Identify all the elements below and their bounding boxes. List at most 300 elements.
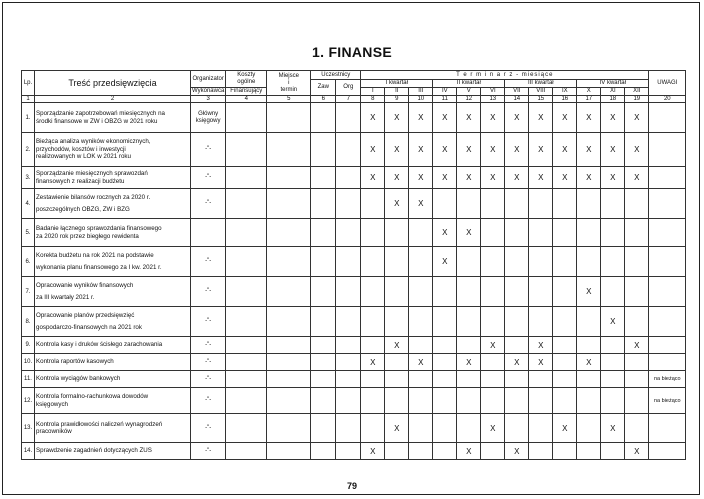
row-task-line: Kontrola kasy i druków ścisłego zarachowania	[36, 341, 163, 349]
month-cell-I	[361, 103, 385, 133]
row-task-line: poszczególnych OBZG, ZW i BZG	[36, 206, 130, 213]
month-cell-XI	[601, 133, 625, 167]
month-mark: X	[562, 113, 568, 122]
row-lp: 2.	[22, 133, 35, 167]
row-task	[35, 133, 191, 167]
table-row	[22, 443, 686, 460]
header-quarter-4: IV kwartał	[577, 80, 649, 88]
column-number: 9	[385, 96, 409, 103]
row-uwagi	[649, 103, 686, 133]
month-cell-III	[409, 371, 433, 388]
month-cell-XII	[625, 388, 649, 414]
month-cell-XII	[625, 219, 649, 247]
month-mark: X	[610, 317, 616, 326]
table-row	[22, 189, 686, 219]
month-cell-XI	[601, 189, 625, 219]
month-cell-III	[409, 189, 433, 219]
column-number: 16	[553, 96, 577, 103]
table-row	[22, 277, 686, 307]
month-cell-V	[457, 167, 481, 189]
row-lp: 9.	[22, 337, 35, 354]
month-cell-II	[385, 247, 409, 277]
month-mark: X	[370, 145, 376, 154]
month-mark: X	[634, 145, 640, 154]
row-organizator-line: -"-	[205, 397, 212, 403]
row-task-line: przychodów, kosztów i inwestycji	[36, 145, 126, 153]
row-task	[35, 337, 191, 354]
row-lp: 6.	[22, 247, 35, 277]
month-cell-XI	[601, 443, 625, 460]
month-cell-XII	[625, 277, 649, 307]
row-organizator	[191, 414, 226, 443]
row-task-line: księgowych	[36, 400, 68, 408]
month-mark: X	[466, 357, 472, 367]
row-lp: 12.	[22, 388, 35, 414]
month-cell-VI	[481, 337, 505, 354]
month-mark: X	[586, 145, 592, 154]
row-task	[35, 103, 191, 133]
row-task	[35, 414, 191, 443]
row-organizator	[191, 337, 226, 354]
month-cell-II	[385, 414, 409, 443]
row-uwagi: na bieżąco	[649, 388, 686, 414]
row-org	[336, 371, 361, 388]
month-cell-XII	[625, 414, 649, 443]
month-cell-VIII	[529, 247, 553, 277]
row-organizator-line: -"-	[205, 258, 212, 264]
column-number: 15	[529, 96, 553, 103]
month-mark: X	[418, 113, 424, 122]
row-lp: 1.	[22, 103, 35, 133]
month-mark: X	[514, 145, 520, 154]
month-cell-XI	[601, 167, 625, 189]
month-cell-VII	[505, 414, 529, 443]
month-cell-VIII	[529, 307, 553, 337]
row-uwagi	[649, 307, 686, 337]
row-organizator-line: -"-	[205, 375, 212, 382]
row-miejsce	[267, 167, 311, 189]
header-koszty-line2: ogólne	[237, 79, 256, 85]
month-cell-II	[385, 277, 409, 307]
month-mark: X	[538, 173, 544, 182]
column-number: 17	[577, 96, 601, 103]
header-month-5: V	[457, 88, 481, 96]
header-month-4: IV	[433, 88, 457, 96]
month-cell-III	[409, 354, 433, 371]
month-mark: X	[634, 173, 640, 182]
row-task	[35, 354, 191, 371]
header-quarter-1: I kwartał	[361, 80, 433, 88]
row-koszty	[226, 247, 267, 277]
row-miejsce	[267, 354, 311, 371]
row-koszty	[226, 337, 267, 354]
month-cell-IX	[553, 103, 577, 133]
row-org	[336, 337, 361, 354]
month-cell-X	[577, 414, 601, 443]
month-mark: X	[394, 145, 400, 154]
row-lp: 3.	[22, 167, 35, 189]
month-cell-VI	[481, 277, 505, 307]
row-lp: 10.	[22, 354, 35, 371]
table-row	[22, 337, 686, 354]
month-mark: X	[562, 173, 568, 182]
month-mark: X	[466, 446, 472, 456]
row-miejsce	[267, 219, 311, 247]
month-mark: X	[418, 173, 424, 182]
month-cell-V	[457, 277, 481, 307]
month-cell-IX	[553, 371, 577, 388]
row-koszty	[226, 371, 267, 388]
month-cell-IX	[553, 388, 577, 414]
month-mark: X	[370, 173, 376, 182]
month-cell-IV	[433, 337, 457, 354]
month-cell-V	[457, 103, 481, 133]
column-number: 14	[505, 96, 529, 103]
row-task-line: Bieżąca analiza wyników ekonomicznych,	[36, 138, 151, 146]
month-mark: X	[442, 257, 448, 266]
row-task-line: Opracowanie wyników finansowych	[36, 281, 134, 289]
row-task	[35, 388, 191, 414]
row-org	[336, 103, 361, 133]
row-koszty	[226, 414, 267, 443]
month-cell-XII	[625, 189, 649, 219]
row-lp: 14.	[22, 443, 35, 460]
month-cell-X	[577, 133, 601, 167]
row-organizator	[191, 247, 226, 277]
row-task-line: Kontrola formalno-rachunkowa dowodów	[36, 393, 149, 400]
month-mark: X	[514, 357, 520, 367]
column-number-row	[22, 96, 686, 103]
table-row	[22, 307, 686, 337]
header-month-3: III	[409, 88, 433, 96]
header-org: Org	[336, 80, 361, 96]
row-task-line: Kontrola wyciągów bankowych	[36, 375, 121, 383]
month-cell-V	[457, 443, 481, 460]
month-cell-IV	[433, 103, 457, 133]
month-mark: X	[538, 357, 544, 367]
row-organizator	[191, 388, 226, 414]
month-mark: X	[394, 113, 400, 122]
month-cell-I	[361, 307, 385, 337]
month-mark: X	[634, 446, 640, 456]
header-koszty	[226, 71, 267, 88]
month-cell-III	[409, 414, 433, 443]
row-organizator	[191, 189, 226, 219]
month-cell-VI	[481, 388, 505, 414]
month-cell-IV	[433, 167, 457, 189]
month-cell-IX	[553, 277, 577, 307]
header-month-9: IX	[553, 88, 577, 96]
month-mark: X	[418, 145, 424, 154]
month-cell-VII	[505, 247, 529, 277]
header-quarter-3: III kwartał	[505, 80, 577, 88]
row-zaw	[311, 247, 336, 277]
month-cell-I	[361, 219, 385, 247]
month-cell-VI	[481, 103, 505, 133]
row-organizator-line: -"-	[205, 174, 212, 180]
month-cell-X	[577, 103, 601, 133]
row-koszty	[226, 167, 267, 189]
month-cell-II	[385, 133, 409, 167]
month-cell-VIII	[529, 167, 553, 189]
month-cell-XII	[625, 103, 649, 133]
table-row	[22, 371, 686, 388]
month-cell-XI	[601, 388, 625, 414]
month-cell-VI	[481, 307, 505, 337]
month-cell-XI	[601, 414, 625, 443]
month-mark: X	[610, 423, 616, 433]
header-organizator: Organizator	[191, 71, 226, 88]
month-mark: X	[442, 228, 448, 237]
row-organizator	[191, 354, 226, 371]
month-mark: X	[490, 173, 496, 182]
month-mark: X	[586, 173, 592, 182]
row-organizator-line: -"-	[205, 341, 212, 348]
table-row	[22, 354, 686, 371]
column-number: 20	[649, 96, 686, 103]
column-number: 13	[481, 96, 505, 103]
month-mark: X	[370, 446, 376, 456]
month-cell-V	[457, 247, 481, 277]
month-mark: X	[490, 145, 496, 154]
row-task	[35, 247, 191, 277]
row-uwagi: na bieżąco	[649, 371, 686, 388]
month-cell-III	[409, 103, 433, 133]
month-cell-I	[361, 443, 385, 460]
month-cell-VIII	[529, 103, 553, 133]
month-cell-II	[385, 189, 409, 219]
row-miejsce	[267, 388, 311, 414]
month-cell-IX	[553, 167, 577, 189]
month-cell-V	[457, 189, 481, 219]
month-mark: X	[394, 423, 400, 433]
column-number: 3	[191, 96, 226, 103]
row-organizator-line: księgowy	[195, 117, 221, 124]
column-number: 7	[336, 96, 361, 103]
row-organizator	[191, 167, 226, 189]
month-cell-XII	[625, 337, 649, 354]
month-mark: X	[466, 228, 472, 237]
row-organizator-line: -"-	[205, 288, 212, 294]
month-cell-VI	[481, 247, 505, 277]
row-org	[336, 443, 361, 460]
month-cell-I	[361, 167, 385, 189]
row-organizator-line: -"-	[205, 318, 212, 324]
row-koszty	[226, 219, 267, 247]
month-cell-IX	[553, 307, 577, 337]
month-cell-VII	[505, 219, 529, 247]
row-org	[336, 219, 361, 247]
page-number: 79	[346, 481, 357, 491]
month-cell-X	[577, 167, 601, 189]
row-zaw	[311, 354, 336, 371]
header-month-12: XII	[625, 88, 649, 96]
month-cell-VIII	[529, 189, 553, 219]
table-row	[22, 247, 686, 277]
row-org	[336, 133, 361, 167]
month-cell-X	[577, 307, 601, 337]
month-cell-VI	[481, 189, 505, 219]
row-organizator	[191, 219, 226, 247]
column-number: 12	[457, 96, 481, 103]
header-month-8: VIII	[529, 88, 553, 96]
row-uwagi	[649, 414, 686, 443]
row-org	[336, 354, 361, 371]
row-miejsce	[267, 307, 311, 337]
column-number: 18	[601, 96, 625, 103]
month-mark: X	[514, 446, 520, 456]
row-task-line: za III kwartały 2021 r.	[36, 294, 95, 301]
row-lp: 7.	[22, 277, 35, 307]
month-cell-V	[457, 219, 481, 247]
header-month-7: VII	[505, 88, 529, 96]
row-task-line: Korekta budżetu na rok 2021 na podstawie	[36, 251, 154, 259]
month-cell-I	[361, 371, 385, 388]
row-miejsce	[267, 371, 311, 388]
month-cell-VI	[481, 133, 505, 167]
table-row	[22, 133, 686, 167]
month-cell-VI	[481, 219, 505, 247]
row-lp: 13.	[22, 414, 35, 443]
row-uwagi	[649, 337, 686, 354]
row-lp: 8.	[22, 307, 35, 337]
month-cell-I	[361, 133, 385, 167]
row-organizator	[191, 371, 226, 388]
row-koszty	[226, 443, 267, 460]
row-uwagi	[649, 247, 686, 277]
month-mark: X	[418, 199, 424, 208]
month-cell-XII	[625, 371, 649, 388]
row-organizator-line: -"-	[205, 447, 212, 454]
month-mark: X	[634, 113, 640, 122]
month-mark: X	[538, 145, 544, 154]
month-cell-II	[385, 371, 409, 388]
row-org	[336, 189, 361, 219]
row-zaw	[311, 103, 336, 133]
row-task-line: pracowników	[36, 428, 72, 435]
month-cell-XII	[625, 133, 649, 167]
month-cell-IV	[433, 307, 457, 337]
month-mark: X	[586, 287, 592, 296]
month-mark: X	[562, 145, 568, 154]
row-koszty	[226, 354, 267, 371]
month-cell-V	[457, 354, 481, 371]
month-mark: X	[442, 145, 448, 154]
month-cell-XI	[601, 277, 625, 307]
month-cell-VII	[505, 354, 529, 371]
row-task	[35, 443, 191, 460]
month-cell-VIII	[529, 443, 553, 460]
row-koszty	[226, 133, 267, 167]
row-zaw	[311, 371, 336, 388]
row-organizator	[191, 307, 226, 337]
month-mark: X	[442, 113, 448, 122]
month-cell-III	[409, 167, 433, 189]
row-miejsce	[267, 337, 311, 354]
month-mark: X	[490, 340, 496, 350]
month-cell-III	[409, 307, 433, 337]
month-cell-XI	[601, 371, 625, 388]
table-row	[22, 167, 686, 189]
month-cell-VI	[481, 414, 505, 443]
month-cell-V	[457, 414, 481, 443]
month-cell-IX	[553, 247, 577, 277]
month-cell-IV	[433, 247, 457, 277]
row-miejsce	[267, 277, 311, 307]
month-cell-V	[457, 307, 481, 337]
month-mark: X	[394, 199, 400, 208]
row-lp: 5.	[22, 219, 35, 247]
month-mark: X	[538, 340, 544, 350]
row-task-line: Kontrola prawidłowości naliczeń wynagrodzeń	[36, 420, 163, 428]
month-cell-XII	[625, 443, 649, 460]
row-organizator	[191, 443, 226, 460]
row-org	[336, 277, 361, 307]
column-number: 19	[625, 96, 649, 103]
month-mark: X	[610, 113, 616, 122]
row-org	[336, 247, 361, 277]
month-cell-IX	[553, 219, 577, 247]
month-cell-XI	[601, 307, 625, 337]
header-miejsce-line2: i	[288, 79, 290, 86]
month-cell-VII	[505, 388, 529, 414]
header-finansujacy: Finansujący	[226, 88, 267, 96]
month-cell-II	[385, 354, 409, 371]
row-koszty	[226, 189, 267, 219]
month-cell-III	[409, 219, 433, 247]
month-cell-IX	[553, 337, 577, 354]
row-zaw	[311, 133, 336, 167]
month-cell-II	[385, 443, 409, 460]
column-number: 6	[311, 96, 336, 103]
month-cell-V	[457, 388, 481, 414]
month-cell-VIII	[529, 371, 553, 388]
row-uwagi	[649, 219, 686, 247]
month-mark: X	[514, 173, 520, 182]
row-organizator-line: Główny	[198, 110, 219, 117]
month-cell-VIII	[529, 414, 553, 443]
month-cell-XII	[625, 167, 649, 189]
row-organizator-line: -"-	[205, 358, 212, 365]
row-uwagi	[649, 167, 686, 189]
column-number: 1	[22, 96, 35, 103]
month-cell-I	[361, 189, 385, 219]
row-task	[35, 307, 191, 337]
month-cell-II	[385, 103, 409, 133]
column-number: 4	[226, 96, 267, 103]
row-task-line: gospodarczo-finansowych na 2021 rok	[36, 324, 142, 331]
month-cell-IX	[553, 133, 577, 167]
month-cell-V	[457, 337, 481, 354]
month-cell-VIII	[529, 219, 553, 247]
row-miejsce	[267, 443, 311, 460]
month-cell-I	[361, 337, 385, 354]
header-quarter-2: II kwartał	[433, 80, 505, 88]
month-cell-III	[409, 133, 433, 167]
month-cell-IV	[433, 219, 457, 247]
month-cell-X	[577, 277, 601, 307]
month-mark: X	[514, 113, 520, 122]
row-zaw	[311, 388, 336, 414]
row-koszty	[226, 277, 267, 307]
column-number: 2	[35, 96, 191, 103]
month-mark: X	[394, 173, 400, 182]
row-zaw	[311, 219, 336, 247]
month-mark: X	[562, 423, 568, 433]
row-miejsce	[267, 103, 311, 133]
schedule-table	[21, 70, 686, 460]
month-cell-IX	[553, 414, 577, 443]
